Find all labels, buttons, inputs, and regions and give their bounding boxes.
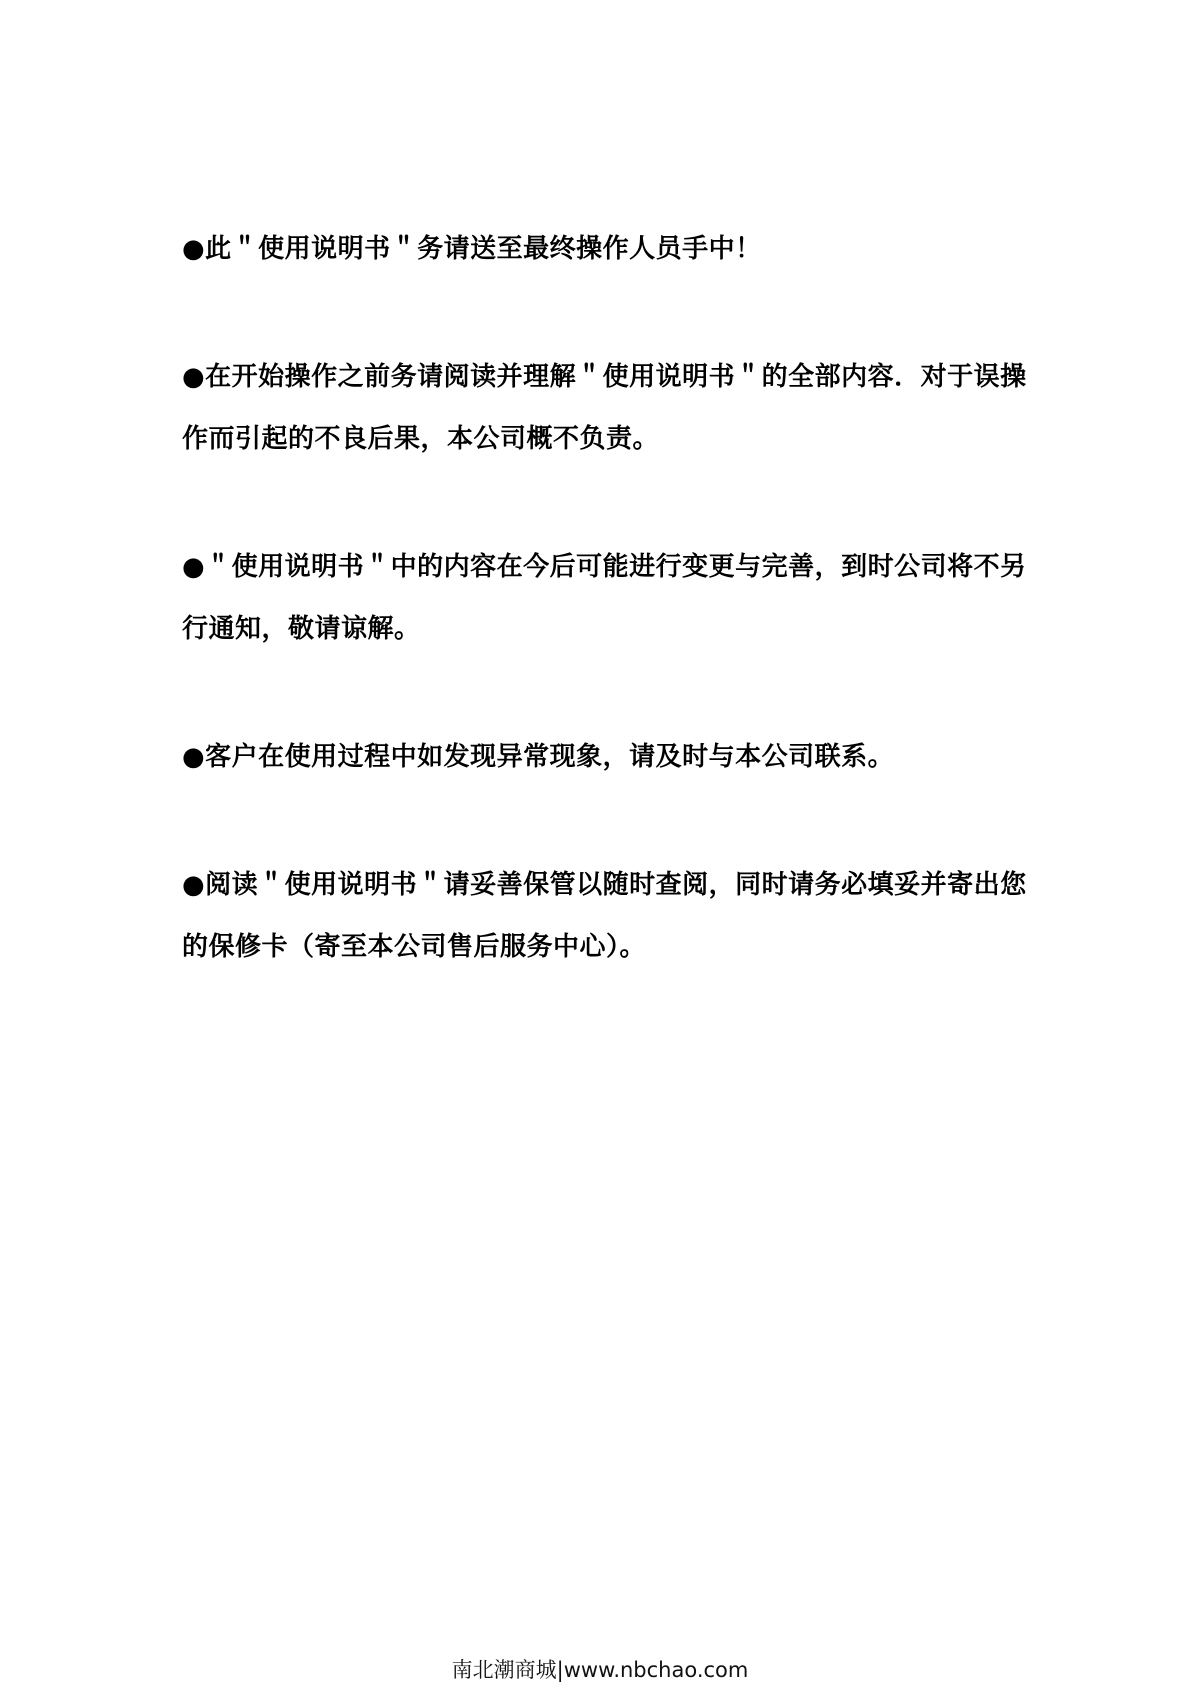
notice-contact-company: ●客户在使用过程中如发现异常现象，请及时与本公司联系。 [182,742,895,772]
footer-watermark: 南北潮商城|www.nbchao.com [451,1658,749,1682]
notice-keep-manual-warranty: ●阅读＂使用说明书＂请妥善保管以随时查阅，同时请务必填妥并寄出您的保修卡（寄至本公司售后服务中心）。 [182,870,1027,962]
notice-read-before-operation: ●在开始操作之前务请阅读并理解＂使用说明书＂的全部内容．对于误操作而引起的不良后果，本公司概不负责。 [182,362,1027,454]
notice-list [182,218,1032,978]
notice-deliver-manual: ●此＂使用说明书＂务请送至最终操作人员手中！ [182,234,762,264]
notice-content-may-change: ●＂使用说明书＂中的内容在今后可能进行变更与完善，到时公司将不另行通知，敬请谅解。 [182,552,1027,644]
